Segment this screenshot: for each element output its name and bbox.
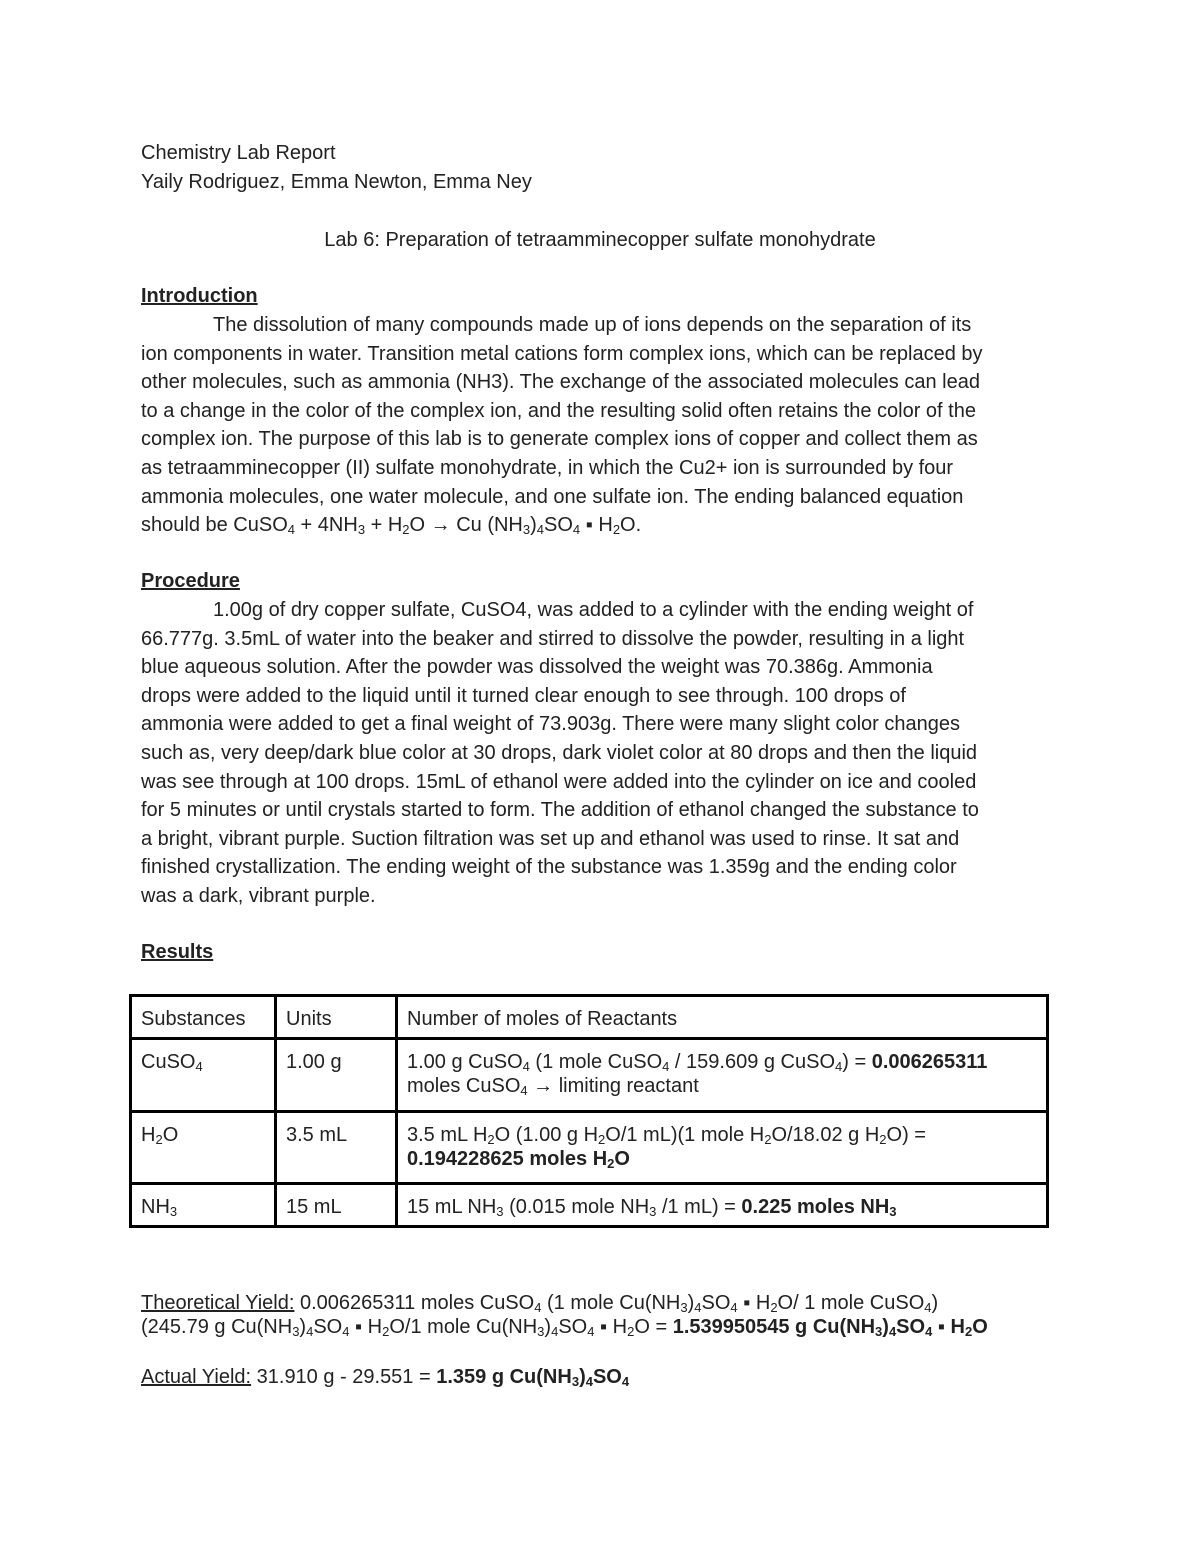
- procedure-paragraph: [141, 596, 1061, 911]
- introduction-line: other molecules, such as ammonia (NH3). The exchange of the associated molecules can lead: [141, 371, 980, 394]
- introduction-heading: Introduction: [141, 285, 258, 307]
- theoretical-yield-label: Theoretical Yield:: [141, 1292, 295, 1314]
- introduction-line: ion components in water. Transition metal cations form complex ions, which can be replaced by: [141, 342, 983, 365]
- procedure-line: a bright, vibrant purple. Suction filtration was set up and ethanol was used to rinse. It sat and: [141, 827, 960, 850]
- actual-yield-value: 1.359 g $Cu(NH_3)_4SO_4$: [436, 1366, 630, 1389]
- actual-yield-line: Actual Yield: 31.910 g - 29.551 = 1.359 g $Cu(NH_3)_4SO_4$: [141, 1366, 630, 1389]
- unit-cell: 15 mL: [276, 1184, 397, 1227]
- table-header-cell: Units: [276, 996, 397, 1039]
- actual-yield-label: Actual Yield:: [141, 1366, 252, 1388]
- theoretical-yield-value: 1.539950545 g $Cu(NH_3)_4SO_4$ ▪ $H_2O$: [672, 1316, 988, 1339]
- introduction-line: to a change in the color of the complex ion, and the resulting solid often retains the color of the: [141, 399, 976, 422]
- procedure-line: 66.777g. 3.5mL of water into the beaker and stirred to dissolve the powder, resulting in a light: [141, 627, 965, 650]
- introduction-line: The dissolution of many compounds made up of ions depends on the separation of its: [213, 314, 972, 336]
- lab-title: Lab 6: Preparation of tetraamminecopper sulfate monohydrate: [324, 229, 876, 251]
- procedure-line: finished crystallization. The ending weight of the substance was 1.359g and the ending color: [141, 856, 957, 879]
- report-title: Chemistry Lab Report: [141, 142, 336, 164]
- calculation-cell: 15 mL $NH_3$ (0.015 mole $NH_3$ /1 mL) = 0.225 moles $NH_3$: [397, 1184, 1048, 1227]
- table-header-row: [131, 996, 1048, 1039]
- balanced-equation: should be CuSO$_4$ + $4NH_3 + H_2O \to Cu$ $(NH_3)_4SO_4$ ▪ $H_2O$.: [141, 514, 642, 538]
- table-row: [131, 1184, 1048, 1227]
- procedure-line: drops were added to the liquid until it turned clear enough to see through. 100 drops of: [141, 684, 906, 707]
- procedure-line: was see through at 100 drops. 15mL of ethanol were added into the cylinder on ice and cooled: [141, 770, 977, 793]
- unit-cell: 1.00 g: [276, 1039, 397, 1112]
- procedure-line: was a dark, vibrant purple.: [141, 884, 376, 907]
- table-row: [131, 1039, 1048, 1112]
- calculation-cell: 3.5 mL $H_2O$ (1.00 g $H_2O/1$ mL)(1 mole $H_2O/18.02$ g $H_2O$) = 0.194228625 moles $H_2O$: [397, 1112, 1048, 1184]
- results-heading: Results: [141, 941, 214, 963]
- substance-cell: $NH_3$: [131, 1184, 276, 1227]
- procedure-line: ammonia were added to get a final weight of 73.903g. There were many slight color changes: [141, 713, 961, 736]
- table-header-cell: Number of moles of Reactants: [397, 996, 1048, 1039]
- introduction-line: ammonia molecules, one water molecule, and one sulfate ion. The ending balanced equation: [141, 485, 964, 508]
- procedure-line: 1.00g of dry copper sulfate, CuSO4, was added to a cylinder with the ending weight of: [213, 599, 974, 621]
- procedure-line: such as, very deep/dark blue color at 30 drops, dark violet color at 80 drops and then the liquid: [141, 741, 978, 764]
- substance-cell: $H_2O$: [131, 1112, 276, 1184]
- procedure-line: for 5 minutes or until crystals started to form. The addition of ethanol changed the substance to: [141, 799, 979, 822]
- introduction-paragraph: [141, 311, 1061, 540]
- procedure-heading: Procedure: [141, 570, 240, 592]
- introduction-line: as tetraamminecopper (II) sulfate monohydrate, in which the Cu2+ ion is surrounded by four: [141, 456, 954, 479]
- theoretical-yield-line-1: Theoretical Yield: 0.006265311 moles CuSO$_4$ (1 mole $Cu(NH_3)_4SO_4$ ▪ $H_2O/$ 1 mole CuSO$_4$): [141, 1292, 939, 1315]
- unit-cell: 3.5 mL: [276, 1112, 397, 1184]
- procedure-line: blue aqueous solution. After the powder was dissolved the weight was 70.386g. Ammonia: [141, 656, 933, 679]
- report-authors: Yaily Rodriguez, Emma Newton, Emma Ney: [141, 171, 532, 193]
- table-row: [131, 1112, 1048, 1184]
- results-table: [129, 994, 1049, 1228]
- theoretical-yield-line-2: (245.79 g $Cu(NH_3)_4SO_4$ ▪ $H_2O/1$ mole $Cu(NH_3)_4SO_4$ ▪ $H_2O = 1.539950545$ g $Cu(NH_3)_4SO_4$ ▪ $H_2O$: [141, 1316, 988, 1339]
- table-header-cell: Substances: [131, 996, 276, 1039]
- substance-cell: CuSO$_4$: [131, 1039, 276, 1112]
- calculation-cell: 1.00 g CuSO$_4$ (1 mole CuSO$_4$ / 159.609 g CuSO$_4$) = 0.006265311 moles CuSO$_4$ → limiting reactant: [397, 1039, 1048, 1112]
- introduction-line: complex ion. The purpose of this lab is to generate complex ions of copper and collect them as: [141, 428, 978, 451]
